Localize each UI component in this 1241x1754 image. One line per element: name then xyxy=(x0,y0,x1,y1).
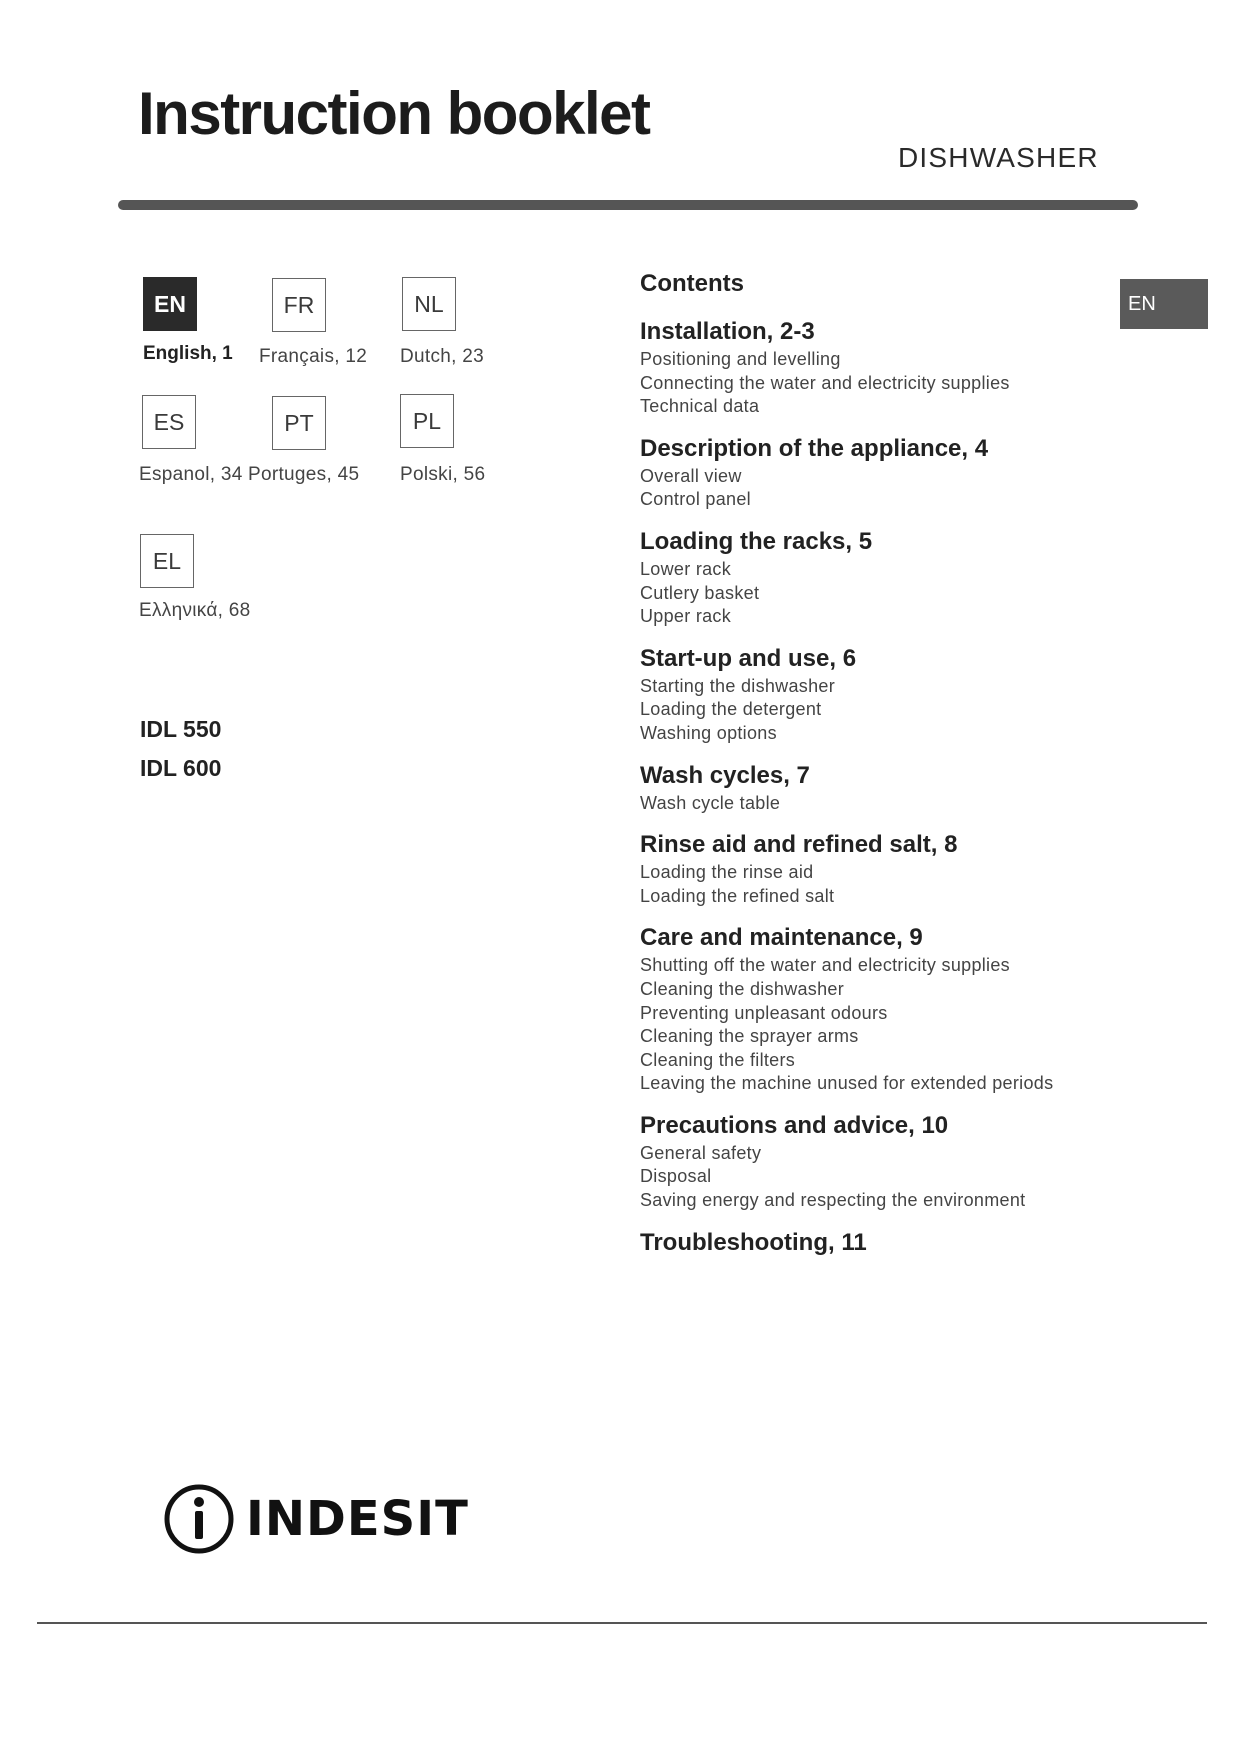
toc-item[interactable]: Washing options xyxy=(640,722,777,743)
toc-item[interactable]: Control panel xyxy=(640,489,751,510)
toc-item[interactable]: Overall view xyxy=(640,465,742,486)
toc-heading[interactable]: Care and maintenance, 9 xyxy=(640,924,923,952)
indesit-logo-icon xyxy=(162,1482,236,1556)
toc-item[interactable]: Cleaning the dishwasher xyxy=(640,978,845,999)
toc-section xyxy=(640,316,1110,419)
toc-section xyxy=(640,829,1110,908)
table-of-contents xyxy=(640,316,1110,1273)
lang-label-en[interactable]: English, 1 xyxy=(143,343,233,364)
toc-section xyxy=(640,643,1110,746)
toc-heading[interactable]: Troubleshooting, 11 xyxy=(640,1228,867,1256)
toc-heading[interactable]: Description of the appliance, 4 xyxy=(640,434,989,462)
lang-box-pl[interactable]: PL xyxy=(400,394,454,448)
toc-item[interactable]: Cutlery basket xyxy=(640,582,760,603)
lang-box-en[interactable]: EN xyxy=(143,277,197,331)
toc-item[interactable]: Loading the detergent xyxy=(640,699,822,720)
toc-item[interactable]: Shutting off the water and electricity supplies xyxy=(640,955,1010,976)
toc-section xyxy=(640,760,1110,816)
toc-item[interactable]: Lower rack xyxy=(640,558,732,579)
toc-heading[interactable]: Loading the racks, 5 xyxy=(640,527,873,555)
lang-label-pt[interactable]: Portuges, 45 xyxy=(248,464,360,485)
toc-item[interactable]: Upper rack xyxy=(640,606,732,627)
toc-heading[interactable]: Precautions and advice, 10 xyxy=(640,1111,949,1139)
lang-label-pl[interactable]: Polski, 56 xyxy=(400,464,486,485)
toc-item[interactable]: Cleaning the sprayer arms xyxy=(640,1026,859,1047)
toc-item[interactable]: Loading the refined salt xyxy=(640,885,835,906)
toc-section xyxy=(640,526,1110,629)
toc-section xyxy=(640,1227,1110,1259)
toc-item[interactable]: Saving energy and respecting the environment xyxy=(640,1190,1026,1211)
lang-label-es[interactable]: Espanol, 34 xyxy=(139,464,243,485)
footer-divider xyxy=(37,1622,1207,1624)
lang-label-fr[interactable]: Français, 12 xyxy=(259,346,368,367)
lang-box-es[interactable]: ES xyxy=(142,395,196,449)
toc-heading[interactable]: Wash cycles, 7 xyxy=(640,761,810,789)
toc-item[interactable]: Technical data xyxy=(640,396,760,417)
toc-item[interactable]: Cleaning the filters xyxy=(640,1049,796,1070)
brand-name: INDESIT xyxy=(246,1491,469,1547)
toc-heading[interactable]: Start-up and use, 6 xyxy=(640,644,857,672)
lang-label-nl[interactable]: Dutch, 23 xyxy=(400,346,485,367)
product-type: DISHWASHER xyxy=(898,142,1099,173)
lang-box-nl[interactable]: NL xyxy=(402,277,456,331)
toc-item[interactable]: Preventing unpleasant odours xyxy=(640,1002,888,1023)
lang-label-el[interactable]: Ελληνικά, 68 xyxy=(139,600,251,621)
toc-item[interactable]: Positioning and levelling xyxy=(640,349,841,369)
toc-item[interactable]: Starting the dishwasher xyxy=(640,675,836,696)
language-side-tab: EN xyxy=(1120,279,1208,329)
header-divider xyxy=(118,200,1138,210)
toc-heading[interactable]: Rinse aid and refined salt, 8 xyxy=(640,831,958,859)
lang-box-fr[interactable]: FR xyxy=(272,278,326,332)
toc-item[interactable]: Leaving the machine unused for extended periods xyxy=(640,1073,1054,1094)
toc-item[interactable]: General safety xyxy=(640,1142,762,1163)
contents-title: Contents xyxy=(640,270,744,297)
page-title: Instruction booklet xyxy=(138,80,650,147)
toc-item[interactable]: Loading the rinse aid xyxy=(640,862,814,883)
toc-item[interactable]: Connecting the water and electricity supplies xyxy=(640,372,1010,393)
toc-item[interactable]: Wash cycle table xyxy=(640,792,781,813)
lang-box-el[interactable]: EL xyxy=(140,534,194,588)
lang-box-pt[interactable]: PT xyxy=(272,396,326,450)
model-name: IDL 600 xyxy=(140,755,222,781)
toc-section xyxy=(640,1110,1110,1213)
toc-heading[interactable]: Installation, 2-3 xyxy=(640,318,815,345)
toc-item[interactable]: Disposal xyxy=(640,1166,712,1187)
brand-logo xyxy=(162,1482,469,1556)
toc-section xyxy=(640,922,1110,1096)
model-name: IDL 550 xyxy=(140,716,222,742)
toc-section xyxy=(640,433,1110,512)
